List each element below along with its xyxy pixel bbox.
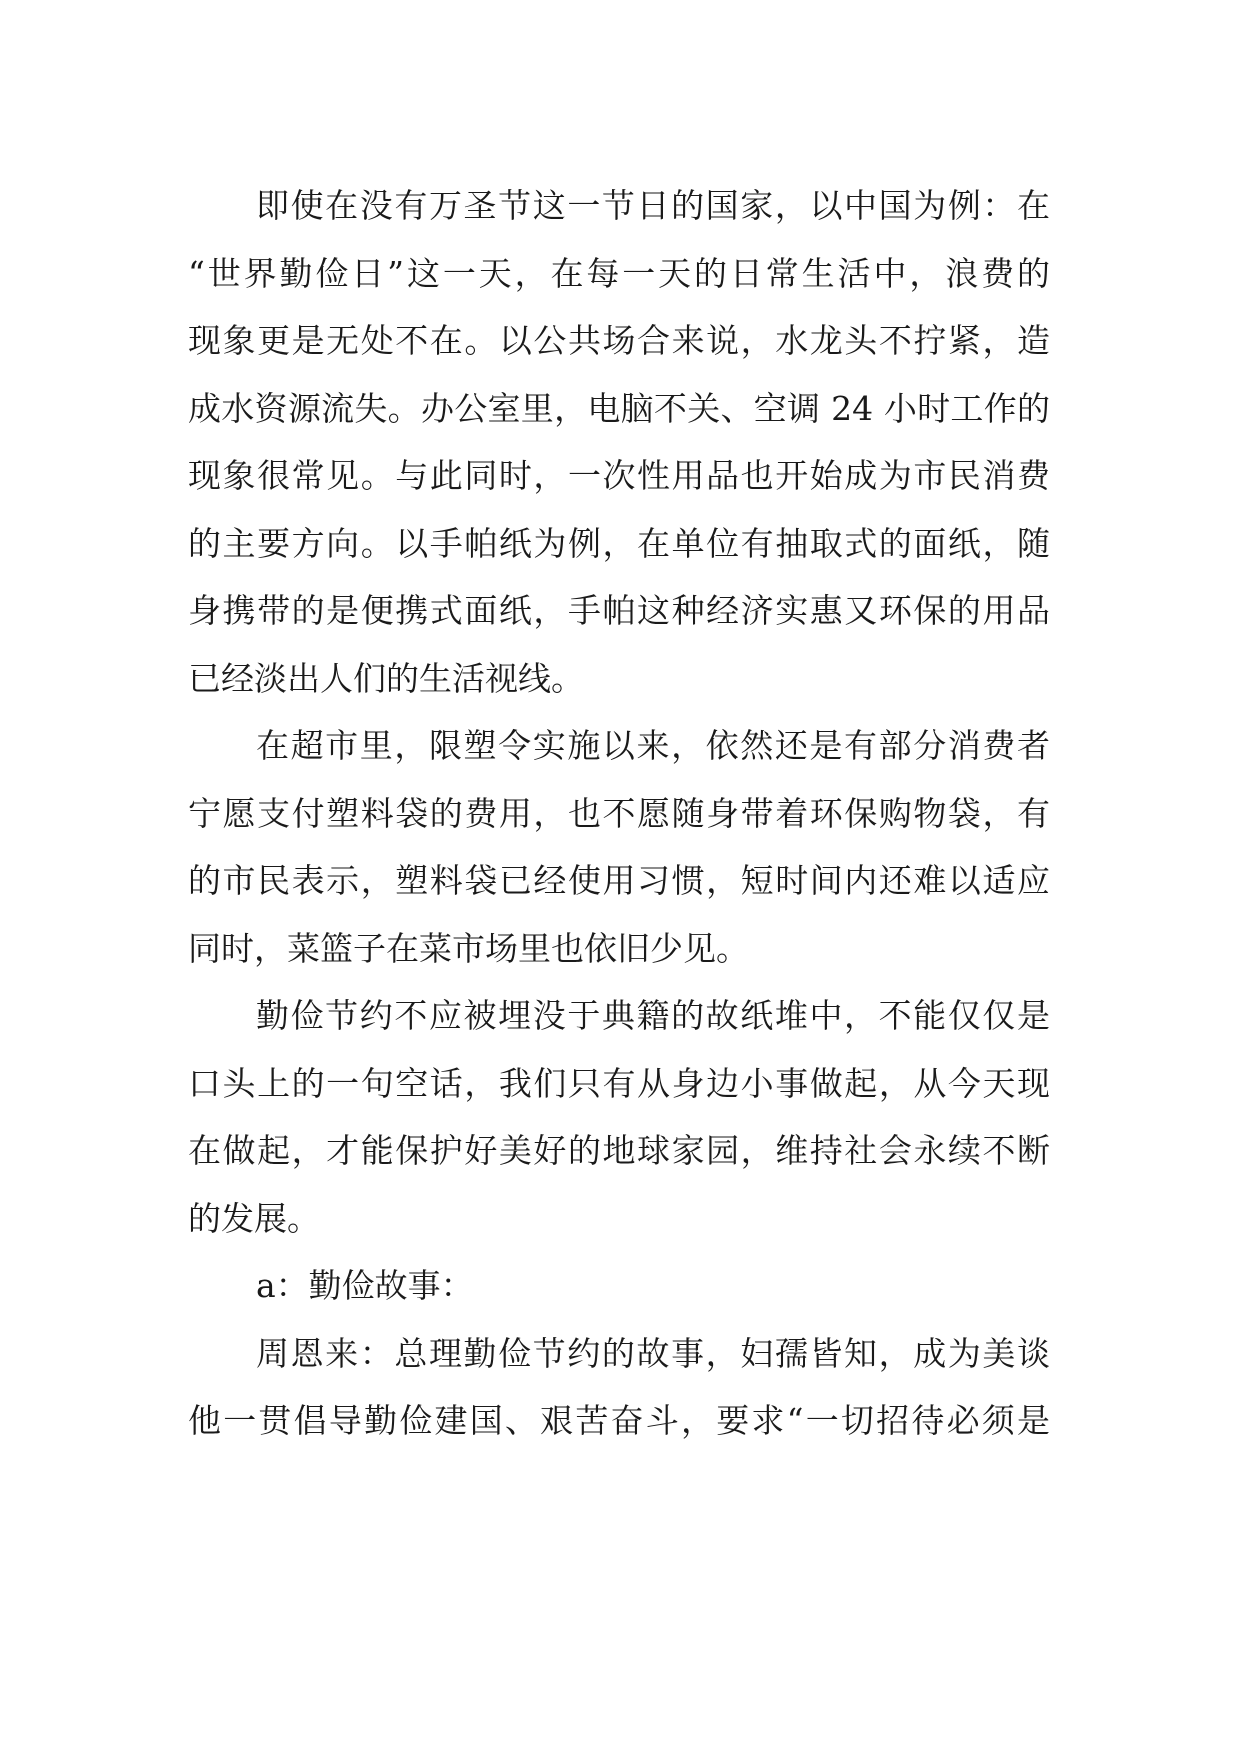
- paragraph-2-line-1: 在超市里，限塑令实施以来，依然还是有部分消费者: [256, 726, 1050, 765]
- paragraph-2-line-4: 同时，菜篮子在菜市场里也依旧少见。: [188, 928, 749, 968]
- paragraph-1-line-8: 已经淡出人们的生活视线。: [188, 658, 584, 698]
- paragraph-3-line-4: 的发展。: [188, 1198, 320, 1238]
- paragraph-2-line-3: 的市民表示，塑料袋已经使用习惯，短时间内还难以适应: [188, 861, 1050, 900]
- section-heading-story: a：勤俭故事：: [256, 1266, 474, 1305]
- paragraph-3-line-1: 勤俭节约不应被埋没于典籍的故纸堆中，不能仅仅是: [256, 996, 1050, 1035]
- paragraph-5-line-1: 周恩来：总理勤俭节约的故事，妇孺皆知，成为美谈: [256, 1333, 1050, 1373]
- paragraph-5-line-2: 他一贯倡导勤俭建国、艰苦奋斗，要求“一切招待必须是: [188, 1401, 1050, 1440]
- paragraph-1-line-3: 现象更是无处不在。以公共场合来说，水龙头不拧紧，造: [188, 321, 1050, 360]
- paragraph-1-line-1: 即使在没有万圣节这一节日的国家，以中国为例：在: [256, 186, 1050, 225]
- body-text: [188, 172, 1050, 1455]
- paragraph-1-line-5: 现象很常见。与此同时，一次性用品也开始成为市民消费: [188, 456, 1050, 495]
- paragraph-2-line-2: 宁愿支付塑料袋的费用，也不愿随身带着环保购物袋，有: [188, 793, 1050, 833]
- paragraph-1-line-7: 身携带的是便携式面纸，手帕这种经济实惠又环保的用品: [188, 591, 1050, 630]
- paragraph-1-line-2: “世界勤俭日”这一天，在每一天的日常生活中，浪费的: [188, 253, 1050, 293]
- paragraph-1-line-6: 的主要方向。以手帕纸为例，在单位有抽取式的面纸，随: [188, 523, 1050, 563]
- paragraph-3-line-2: 口头上的一句空话，我们只有从身边小事做起，从今天现: [188, 1063, 1050, 1103]
- paragraph-1-line-4: 成水资源流失。办公室里，电脑不关、空调 24 小时工作的: [188, 388, 1050, 428]
- paragraph-3-line-3: 在做起，才能保护好美好的地球家园，维持社会永续不断: [188, 1131, 1050, 1170]
